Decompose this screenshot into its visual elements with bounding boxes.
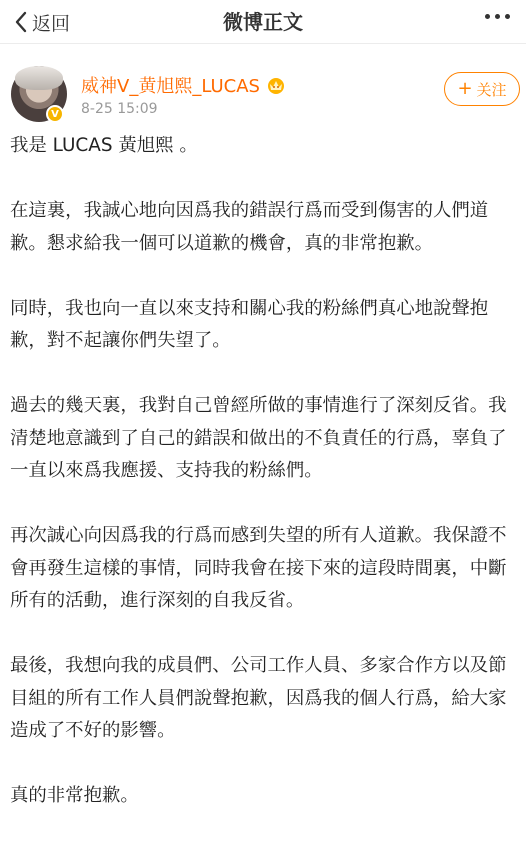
post-paragraph: 再次誠心向因爲我的行爲而感到失望的所有人道歉。我保證不會再發生這樣的事情，同時我會在接下來的這段時間裏，中斷所有的活動，進行深刻的自我反省。	[10, 525, 507, 611]
verified-badge-icon: V	[46, 105, 64, 123]
post-header	[0, 56, 526, 126]
post-paragraph: 在這裏，我誠心地向因爲我的錯誤行爲而受到傷害的人們道歉。懇求給我一個可以道歉的機會，真的非常抱歉。	[10, 200, 489, 254]
post-paragraph: 真的非常抱歉。	[10, 785, 139, 806]
username-row	[81, 73, 286, 97]
post-paragraph: 我是 LUCAS 黃旭熙 。	[10, 135, 198, 156]
post-content	[10, 130, 516, 845]
post-paragraph: 最後，我想向我的成員們、公司工作人員、多家合作方以及節目組的所有工作人員們說聲抱歉，因爲我的個人行爲，給大家造成了不好的影響。	[10, 655, 507, 741]
more-dots-icon	[485, 14, 490, 19]
chevron-left-icon	[14, 11, 28, 33]
post-paragraph: 同時，我也向一直以來支持和關心我的粉絲們真心地說聲抱歉，對不起讓你們失望了。	[10, 297, 489, 351]
page-title: 微博正文	[223, 10, 303, 34]
more-options-button[interactable]	[485, 14, 510, 19]
navigation-bar	[0, 0, 526, 44]
follow-button[interactable]	[444, 72, 520, 106]
follow-label: 关注	[476, 80, 507, 99]
plus-icon: +	[457, 78, 473, 99]
username[interactable]: 威神V_黄旭熙_LUCAS	[81, 76, 260, 97]
vip-crown-icon	[266, 75, 286, 95]
post-time: 8-25 15:09	[81, 101, 158, 117]
post-paragraph: 過去的幾天裏，我對自己曾經所做的事情進行了深刻反省。我清楚地意識到了自己的錯誤和做出的不負責任的行爲，辜負了一直以來爲我應援、支持我的粉絲們。	[10, 395, 507, 481]
back-button[interactable]	[14, 6, 70, 38]
back-label: 返回	[32, 12, 71, 35]
